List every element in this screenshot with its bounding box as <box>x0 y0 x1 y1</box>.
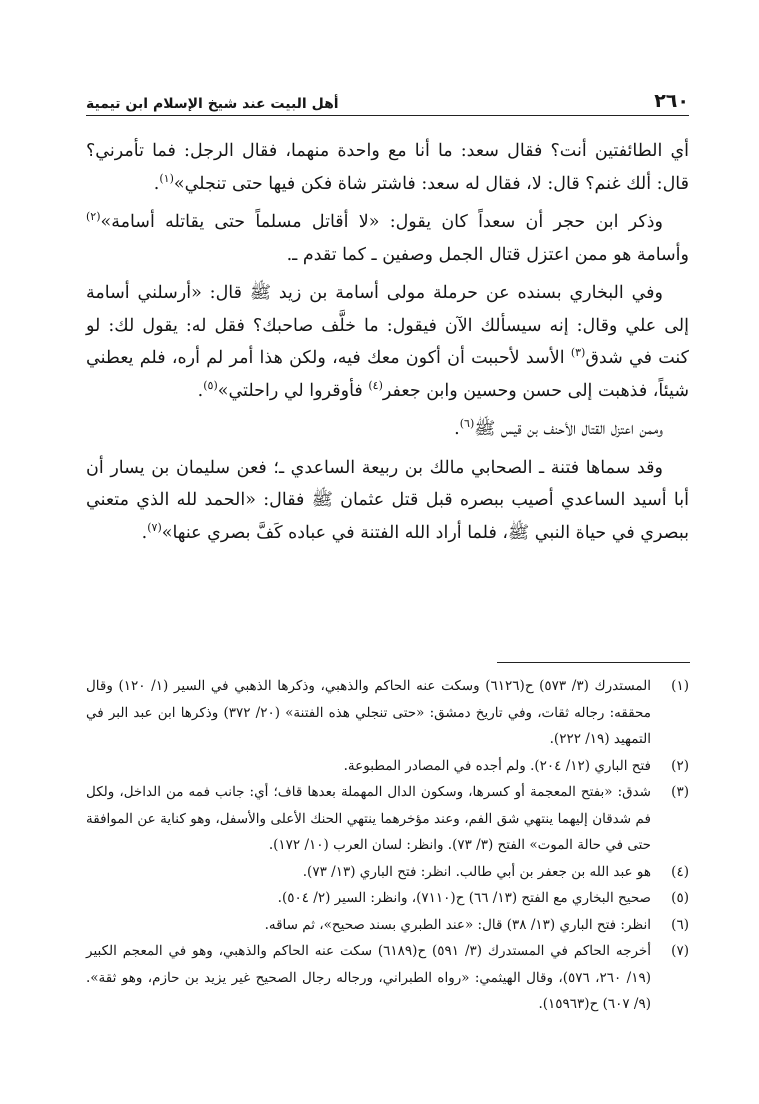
footnotes <box>86 673 689 1018</box>
footnote-text: أخرجه الحاكم في المستدرك (٣/ ٥٩١) ح(٦١٨٩) سكت عنه الحاكم والذهبي، وهو في المعجم الكبير (١٩/ ٢٦٠، ٥٧٦)، وقال الهيثمي: «رواه الطبراني، ورجاله رجال الصحيح غير يزيد بن حازم، وهو ثقة». (٩/ ٦٠٧) ح(١٥٩٦٣). <box>86 943 651 1012</box>
footnote-number: (١) <box>671 678 689 694</box>
footnote-ref-3[interactable]: (٣) <box>570 346 586 360</box>
page-number: ٢٦٠ <box>654 90 689 112</box>
footnote-text: انظر: فتح الباري (١٣/ ٣٨) قال: «عند الطبري بسند صحيح»، ثم ساقه. <box>264 916 651 933</box>
footnote-number: (٢) <box>671 757 689 774</box>
footnote-number: (٧) <box>671 943 689 959</box>
footnote-number: (٤) <box>671 863 689 880</box>
header-divider <box>86 115 689 116</box>
footnote-text: شدق: «بفتح المعجمة أو كسرها، وسكون الدال المهملة بعدها قاف؛ أي: جانب فمه من الداخل، ولكل فم شدقان إليهما ينتهي شق الفم، وعند مؤخرهما ينتهي الحنك الأعلى والأسفل، وهو كناية عن الموافقة حتى في حالة الموت» الفتح (٣/ ٧٣). وانظر: لسان العرب (١٠/ ١٧٢). <box>86 784 651 853</box>
footnote-1 <box>86 673 689 753</box>
footnote-5 <box>86 885 689 912</box>
running-title: أهل البيت عند شيخ الإسلام ابن تيمية <box>86 96 339 112</box>
footnote-4 <box>86 859 689 886</box>
main-text <box>86 135 689 555</box>
footnote-2 <box>86 753 689 780</box>
footnote-6 <box>86 912 689 939</box>
footnote-number: (٦) <box>671 916 689 933</box>
footnote-divider <box>497 662 690 663</box>
footnote-3 <box>86 779 689 859</box>
footnote-ref-7[interactable]: (٧) <box>147 520 162 534</box>
paragraph-3: وفي البخاري بسنده عن حرملة مولى أسامة بن زيد ﷺ قال: «أرسلني أسامة إلى علي وقال: إنه سيسألك الآن فيقول: ما خلَّف صاحبك؟ فقل له: يقول لك: لو كنت في شدق$^{(٣)}$ الأسد لأحببت أن أكون معك فيه، ولكن هذا أمر لم أره، فلم يعطني شيئاً، فذهبت إلى حسن وحسين وابن جعفر$^{(٤)}$ فأوقروا لي راحلتي»$^{(٥)}$. <box>86 283 689 401</box>
footnote-7 <box>86 938 689 1018</box>
footnote-number: (٣) <box>671 784 689 800</box>
footnote-ref-5[interactable]: (٥) <box>203 378 218 392</box>
page-header <box>86 82 689 112</box>
footnote-text: فتح الباري (١٢/ ٢٠٤). ولم أجده في المصادر المطبوعة. <box>343 757 651 774</box>
footnote-ref-1[interactable]: (١) <box>159 171 174 185</box>
footnote-ref-4[interactable]: (٤) <box>368 378 383 392</box>
paragraph-1: أي الطائفتين أنت؟ فقال سعد: ما أنا مع واحدة منهما، فقال الرجل: فما تأمرني؟ قال: ألك غنم؟ قال: لا، فقال له سعد: فاشتر شاة فكن فيها حتى تنجلي»$^{(١)}$. <box>86 141 689 194</box>
paragraph-5: وقد سماها فتنة ـ الصحابي مالك بن ربيعة الساعدي ـ؛ فعن سليمان بن يسار أن أبا أسيد الساعدي أصيب ببصره قبل قتل عثمان ﷺ فقال: «الحمد لله الذي متعني ببصري في حياة النبي ﷺ، فلما أراد الله الفتنة في عباده كَفَّ بصري عنها»$^{(٧)}$. <box>86 457 689 543</box>
footnote-text: صحيح البخاري مع الفتح (١٣/ ٦٦) ح(٧١١٠)، وانظر: السير (٢/ ٥٠٤). <box>277 890 651 906</box>
footnote-text: هو عبد الله بن جعفر بن أبي طالب. انظر: فتح الباري (١٣/ ٧٣). <box>302 863 651 880</box>
paragraph-4: وممن اعتزل القتال الأحنف بن قيس ﷺ$^{(٦)}$. <box>454 417 663 439</box>
footnote-number: (٥) <box>671 890 689 906</box>
footnote-ref-6[interactable]: (٦) <box>459 417 475 431</box>
footnote-text: المستدرك (٣/ ٥٧٣) ح(٦١٢٦) وسكت عنه الحاكم والذهبي، وذكرها الذهبي في السير (١/ ١٢٠) وقال محققه: رجاله ثقات، وفي تاريخ دمشق: «حتى تنجلي هذه الفتنة» (٢٠/ ٣٧٢) وذكرها ابن عبد البر في التمهيد (١٩/ ٢٢٢). <box>86 678 652 747</box>
footnote-ref-2[interactable]: (٢) <box>86 210 101 224</box>
paragraph-2: وذكر ابن حجر أن سعداً كان يقول: «لا أقاتل مسلماً حتى يقاتله أسامة»$^{(٢)}$ وأسامة هو ممن اعتزل قتال الجمل وصفين ـ كما تقدم ـ. <box>86 210 689 265</box>
